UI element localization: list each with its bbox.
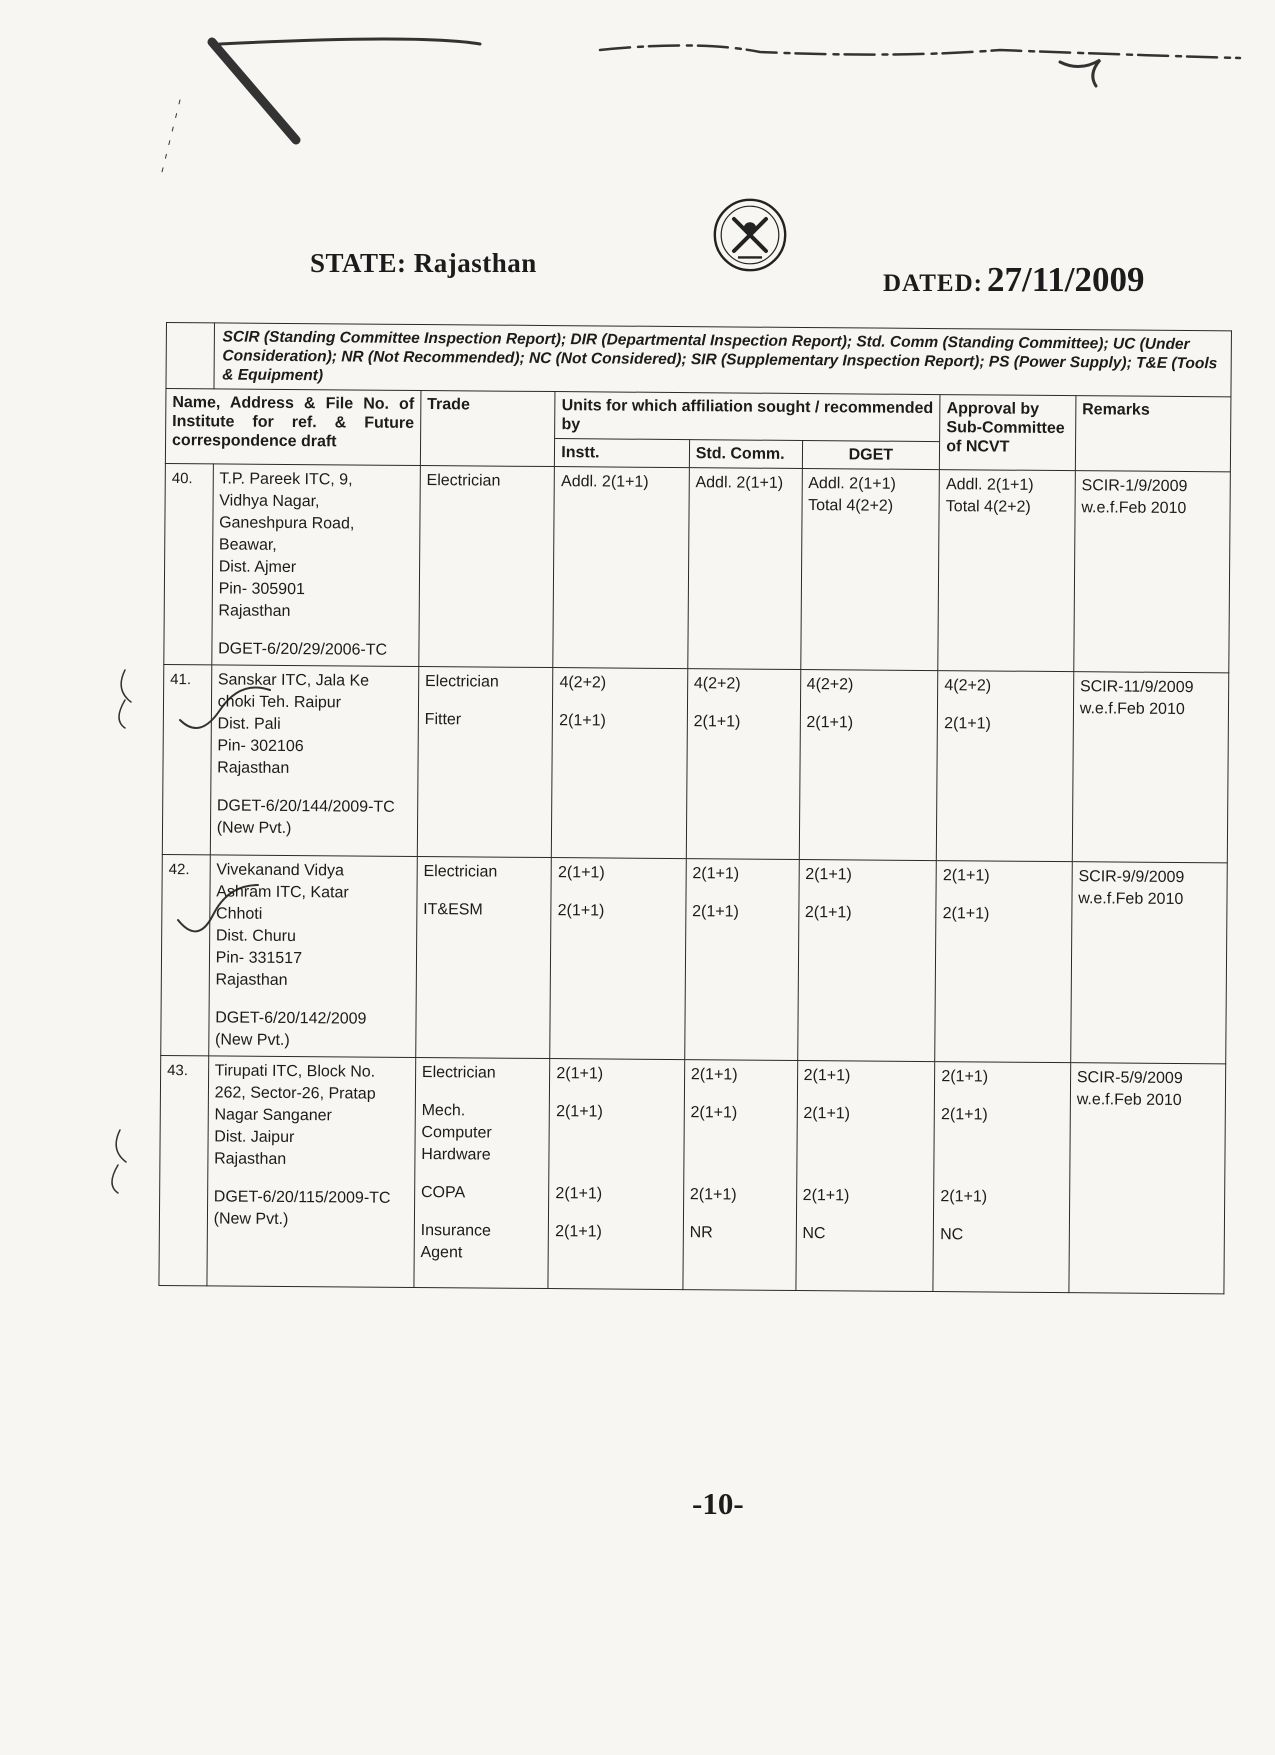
file-note: (New Pvt.) [214, 1031, 290, 1049]
state-heading [310, 248, 537, 279]
address-line: Nagar Sanganer [214, 1106, 332, 1125]
col-institute: Name, Address & File No. of Institute for ref. & Future correspondence draft [165, 389, 420, 466]
remarks-cell: SCIR-5/9/2009 w.e.f.Feb 2010 [1069, 1063, 1226, 1294]
row-number: 41. [162, 664, 211, 854]
std-comm-cell [688, 468, 802, 670]
approval-value: 4(2+2) [944, 677, 992, 695]
remarks-cell: SCIR-9/9/2009 w.e.f.Feb 2010 [1071, 862, 1228, 1064]
address-line: Dist. Pali [217, 715, 281, 733]
trade-name: Electrician [424, 673, 499, 691]
approval-value: 2(1+1) [942, 905, 990, 923]
instt-value: 2(1+1) [556, 1103, 603, 1121]
std-comm-value: 4(2+2) [693, 675, 741, 693]
dget-value: 2(1+1) [803, 1105, 851, 1123]
trade-cell [416, 856, 552, 1058]
address-line: Tirupati ITC, Block No. [214, 1062, 376, 1081]
table-row [159, 1055, 1226, 1293]
file-number: DGET-6/20/29/2006-TC [218, 640, 388, 659]
file-number: DGET-6/20/142/2009 [215, 1009, 367, 1028]
instt-value: 2(1+1) [557, 864, 605, 882]
col-remarks: Remarks [1075, 396, 1231, 472]
instt-value: 2(1+1) [556, 1065, 604, 1083]
address-line: Sanskar ITC, Jala Ke [217, 671, 370, 690]
table-row [162, 664, 1228, 862]
address-line: Ganeshpura Road, [219, 514, 355, 533]
address-line: Beawar, [218, 536, 277, 554]
address-line: Rajasthan [214, 1150, 287, 1168]
address-line: Dist. Churu [215, 927, 296, 946]
col-units-group: Units for which affiliation sought / recommended by [555, 392, 940, 442]
trade-name: IT&ESM [423, 901, 483, 919]
dget-value: 2(1+1) [805, 866, 852, 884]
address-line: choki Teh. Raipur [217, 693, 342, 712]
legend-text: SCIR (Standing Committee Inspection Report); DIR (Departmental Inspection Report); Std. Comm (Standing Committee); UC (Under Consideration); NR (Not Recommended); NC (Not Considered); SIR (Supplementary Inspection Report); PS (Power Supply); T&E (Tools & Equipment) [214, 323, 1232, 397]
dget-cell [799, 669, 938, 860]
instt-cell [548, 1059, 684, 1290]
trade-name: Electrician [426, 472, 501, 490]
std-comm-cell [686, 669, 800, 860]
emblem-icon [700, 195, 800, 275]
dget-cell [800, 468, 939, 670]
legend-row [166, 323, 1231, 397]
address-line: Dist. Ajmer [218, 558, 297, 577]
row-number: 43. [159, 1055, 209, 1285]
trade-name: Insurance Agent [420, 1222, 492, 1262]
std-comm-value: 2(1+1) [693, 713, 741, 731]
institute-cell [210, 665, 419, 857]
address-line: Vidhya Nagar, [219, 492, 320, 511]
col-instt: Instt. [555, 439, 690, 468]
std-comm-cell [683, 1060, 798, 1291]
row-number: 42. [161, 854, 210, 1055]
address-line: Rajasthan [218, 602, 291, 620]
scan-streak [220, 39, 480, 44]
file-number: DGET-6/20/115/2009-TC [213, 1188, 391, 1207]
std-comm-value: 2(1+1) [689, 1186, 737, 1204]
instt-value: Addl. 2(1+1) [560, 473, 649, 491]
approval-cell [935, 861, 1072, 1063]
table-row [164, 463, 1231, 672]
scan-streak [1060, 60, 1100, 86]
institute-cell [208, 855, 417, 1058]
trade-cell [419, 466, 555, 668]
approval-value: Addl. 2(1+1) Total 4(2+2) [945, 476, 1034, 516]
approval-value: 2(1+1) [944, 715, 991, 733]
row-number: 40. [164, 463, 213, 664]
address-line: Vivekanand Vidya [216, 861, 344, 880]
address-line: Pin- 305901 [218, 580, 305, 599]
affiliation-table [158, 322, 1232, 1294]
approval-value: NC [940, 1226, 964, 1244]
std-comm-value: 2(1+1) [692, 903, 739, 921]
dget-value: NC [802, 1225, 826, 1243]
instt-cell [552, 668, 688, 859]
scan-streak [212, 42, 296, 140]
institute-cell [212, 464, 421, 667]
page-number: -10- [692, 1486, 744, 1521]
col-trade: Trade [420, 391, 555, 467]
approval-value: 2(1+1) [942, 867, 990, 885]
std-comm-value: NR [689, 1224, 713, 1242]
dget-cell [795, 1060, 935, 1291]
file-note: (New Pvt.) [216, 819, 292, 838]
scan-streak [600, 45, 1240, 58]
dget-cell [797, 859, 936, 1061]
approval-value: 2(1+1) [940, 1106, 988, 1124]
trade-name: Electrician [421, 1064, 496, 1082]
col-dget: DGET [802, 440, 940, 469]
header-row-1 [166, 389, 1231, 444]
instt-cell [550, 858, 686, 1060]
address-line: Chhoti [215, 905, 263, 923]
dget-value: 2(1+1) [806, 714, 854, 732]
dget-value: Addl. 2(1+1) Total 4(2+2) [808, 475, 896, 515]
address-line: Rajasthan [215, 971, 288, 989]
trade-name: Electrician [423, 863, 498, 881]
address-line: T.P. Pareek ITC, 9, [219, 470, 353, 489]
trade-cell [417, 666, 553, 857]
col-std-comm: Std. Comm. [689, 440, 802, 469]
instt-value: 2(1+1) [555, 1185, 603, 1203]
trade-name: COPA [420, 1184, 466, 1202]
address-line: Dist. Jaipur [214, 1128, 295, 1147]
instt-cell [553, 467, 689, 669]
approval-value: 2(1+1) [940, 1188, 988, 1206]
std-comm-cell [684, 859, 798, 1061]
dget-value: 4(2+2) [806, 676, 854, 694]
dated-label: DATED: [883, 270, 983, 297]
std-comm-value: 2(1+1) [690, 1104, 738, 1122]
std-comm-value: 2(1+1) [690, 1066, 738, 1084]
instt-value: 4(2+2) [559, 674, 607, 692]
col-approval: Approval by Sub-Committee of NCVT [940, 395, 1076, 471]
table-row [161, 854, 1228, 1063]
dated-heading [883, 260, 1145, 300]
instt-value: 2(1+1) [559, 712, 606, 730]
trade-name: Fitter [424, 711, 462, 729]
dated-value: 27/11/2009 [986, 260, 1145, 299]
institute-cell [207, 1056, 416, 1288]
address-line: Ashram ITC, Katar [216, 883, 349, 902]
margin-note [119, 670, 131, 728]
address-line: Pin- 302106 [217, 737, 304, 756]
approval-cell [938, 470, 1075, 672]
scan-streak [160, 100, 180, 180]
address-line: Rajasthan [217, 759, 290, 777]
approval-value: 2(1+1) [941, 1068, 989, 1086]
trade-name: Mech. Computer Hardware [421, 1102, 492, 1164]
approval-cell [933, 1062, 1070, 1293]
remarks-cell: SCIR-11/9/2009 w.e.f.Feb 2010 [1072, 672, 1229, 863]
std-comm-value: Addl. 2(1+1) [695, 474, 784, 492]
state-label: STATE: [310, 248, 407, 278]
remarks-cell: SCIR-1/9/2009 w.e.f.Feb 2010 [1074, 471, 1231, 673]
approval-cell [937, 671, 1074, 862]
file-number: DGET-6/20/144/2009-TC [216, 797, 395, 816]
instt-value: 2(1+1) [557, 902, 605, 920]
instt-value: 2(1+1) [555, 1223, 602, 1241]
std-comm-value: 2(1+1) [692, 865, 740, 883]
address-line: Pin- 331517 [215, 949, 303, 968]
trade-cell [414, 1057, 550, 1288]
dget-value: 2(1+1) [802, 1187, 850, 1205]
margin-note [112, 1130, 126, 1193]
dget-value: 2(1+1) [804, 904, 852, 922]
dget-value: 2(1+1) [803, 1067, 851, 1085]
file-note: (New Pvt.) [213, 1210, 289, 1228]
state-value: Rajasthan [413, 248, 537, 278]
address-line: 262, Sector-26, Pratap [214, 1084, 376, 1103]
